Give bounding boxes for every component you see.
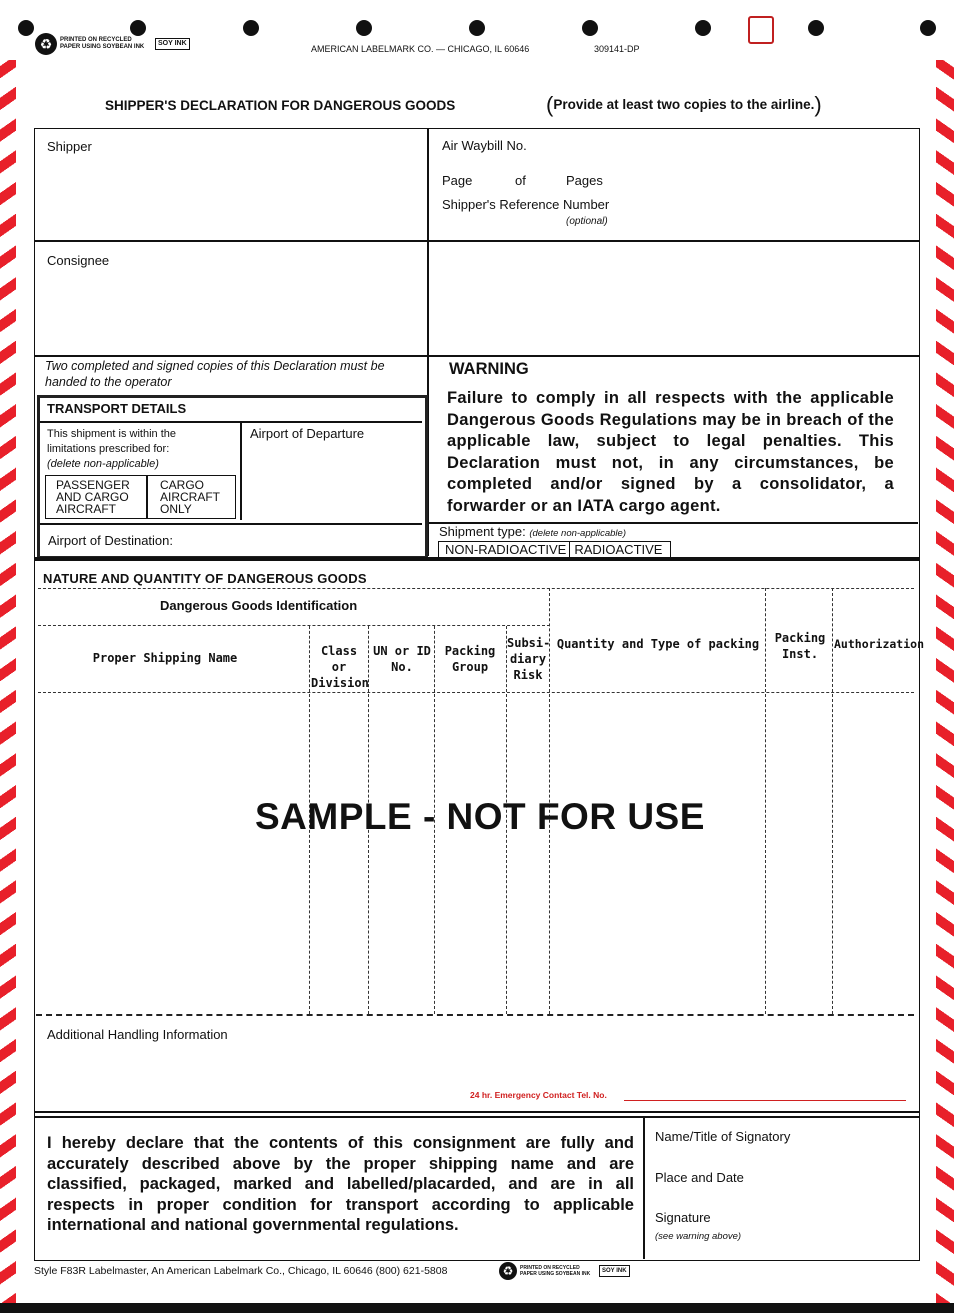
air-waybill-label: Air Waybill No.: [442, 138, 527, 153]
divider: [34, 1116, 920, 1118]
thick-divider: [34, 557, 920, 561]
left-airmail-stripe: [0, 60, 16, 1305]
column-rule: [765, 588, 766, 692]
soy-ink-badge: SOY INK: [155, 38, 190, 50]
divider: [34, 355, 920, 357]
declaration-text: I hereby declare that the contents of this consignment are fully and accurately described above by the proper shipping name and are classified, packaged, marked and labelled/placarded, and are in all respects in proper condition for transport according to applicable international and national governmental regulations.: [47, 1134, 634, 1234]
divider: [38, 692, 914, 693]
col-packing-inst: Packing Inst.: [774, 631, 826, 661]
col-un-id: UN or ID No.: [373, 644, 431, 674]
footer-text: Style F83R Labelmaster, An American Labelmark Co., Chicago, IL 60646 (800) 621-5808: [34, 1265, 448, 1277]
passenger-aircraft-option[interactable]: PASSENGER AND CARGO AIRCRAFT: [56, 478, 130, 516]
consignee-label: Consignee: [47, 253, 110, 268]
recycle-icon: ♻: [499, 1262, 517, 1280]
page-label: Page: [442, 173, 473, 188]
radioactive-option[interactable]: RADIOACTIVE: [574, 542, 663, 557]
punch-hole: [18, 20, 34, 36]
transport-title: TRANSPORT DETAILS: [47, 401, 187, 416]
column-rule: [765, 694, 766, 1014]
punch-hole: [582, 20, 598, 36]
column-rule: [549, 694, 550, 1014]
signature-label: Signature: [655, 1210, 711, 1225]
divider: [643, 1116, 645, 1259]
divider: [34, 1111, 920, 1113]
delete-note: (delete non-applicable): [47, 458, 159, 470]
warning-title: WARNING: [449, 360, 529, 378]
emergency-contact-line[interactable]: [624, 1100, 906, 1101]
shipper-reference-label: Shipper's Reference Number: [442, 197, 610, 212]
of-label: of: [515, 173, 526, 188]
sample-watermark: SAMPLE - NOT FOR USE: [255, 796, 705, 837]
destination-label: Airport of Destination:: [48, 533, 174, 548]
form-code: 309141-DP: [594, 44, 640, 54]
punch-hole: [808, 20, 824, 36]
bottom-edge: [0, 1303, 954, 1313]
column-rule: [368, 694, 369, 1014]
copies-note: (Provide at least two copies to the airline.): [546, 92, 822, 117]
punch-hole: [469, 20, 485, 36]
goods-title: NATURE AND QUANTITY OF DANGEROUS GOODS: [43, 571, 367, 586]
optional-note: (optional): [566, 216, 608, 227]
column-rule: [832, 588, 833, 692]
registration-mark-icon: [748, 16, 774, 44]
recycled-logo: [35, 33, 190, 55]
divider: [38, 625, 550, 626]
col-authorization: Authorization: [834, 637, 925, 651]
divider: [38, 588, 914, 589]
shipment-type-note: (delete non-applicable): [529, 528, 626, 539]
shipment-options: [438, 541, 671, 558]
column-rule: [309, 694, 310, 1014]
limitations-text: This shipment is within the limitations prescribed for:: [47, 428, 176, 455]
pages-label: Pages: [566, 173, 603, 188]
column-rule: [832, 694, 833, 1014]
soy-ink-badge: SOY INK: [599, 1265, 630, 1277]
recycle-icon: ♻: [35, 33, 57, 55]
shipper-label: Shipper: [47, 139, 92, 154]
recycled-text: PRINTED ON RECYCLED PAPER USING SOYBEAN INK: [60, 37, 145, 50]
divider: [34, 240, 920, 242]
form-title: SHIPPER'S DECLARATION FOR DANGEROUS GOODS: [105, 98, 456, 113]
name-title-label: Name/Title of Signatory: [655, 1129, 791, 1144]
punch-hole: [695, 20, 711, 36]
shipment-type: [439, 524, 626, 539]
divider: [36, 1014, 914, 1016]
see-warning-note: (see warning above): [655, 1231, 742, 1242]
shipment-type-label: Shipment type:: [439, 524, 526, 539]
additional-handling-label: Additional Handling Information: [47, 1027, 228, 1042]
divider: [40, 523, 422, 525]
col-subsidiary-risk: Subsi- diary Risk: [507, 636, 551, 682]
column-rule: [434, 694, 435, 1014]
punch-hole: [920, 20, 936, 36]
warning-text: Failure to comply in all respects with the applicable Dangerous Goods Regulations may be in breach of the applicable law, subject to legal penalties. This Declaration must not, in any circumstances, be completed and/or signed by a consolidator, a forwarder or an IATA cargo agent.: [447, 389, 894, 515]
column-rule: [434, 626, 435, 692]
two-copies-note: Two completed and signed copies of this Declaration must be handed to the operator: [45, 359, 385, 389]
cargo-aircraft-option[interactable]: CARGO AIRCRAFT ONLY: [160, 478, 220, 516]
punch-hole: [356, 20, 372, 36]
right-airmail-stripe: [936, 60, 954, 1305]
identification-header: Dangerous Goods Identification: [160, 598, 358, 613]
emergency-contact-label: 24 hr. Emergency Contact Tel. No.: [470, 1090, 607, 1100]
col-packing-group: Packing Group: [444, 644, 496, 674]
divider: [40, 421, 422, 423]
recycled-logo-footer: [499, 1262, 630, 1280]
col-class-division: Class or Division: [311, 644, 369, 690]
company-line: AMERICAN LABELMARK CO. — CHICAGO, IL 60646: [311, 44, 530, 54]
column-rule: [309, 626, 310, 692]
col-proper-shipping-name: Proper Shipping Name: [92, 651, 238, 665]
recycled-text: PRINTED ON RECYCLED PAPER USING SOYBEAN INK: [520, 1265, 591, 1277]
col-quantity-packing: Quantity and Type of packing: [556, 637, 760, 651]
divider: [240, 422, 242, 520]
divider: [146, 476, 148, 518]
non-radioactive-option[interactable]: NON-RADIOACTIVE: [439, 542, 570, 557]
column-rule: [506, 694, 507, 1014]
departure-label: Airport of Departure: [250, 426, 365, 441]
place-date-label: Place and Date: [655, 1170, 744, 1185]
punch-hole: [243, 20, 259, 36]
